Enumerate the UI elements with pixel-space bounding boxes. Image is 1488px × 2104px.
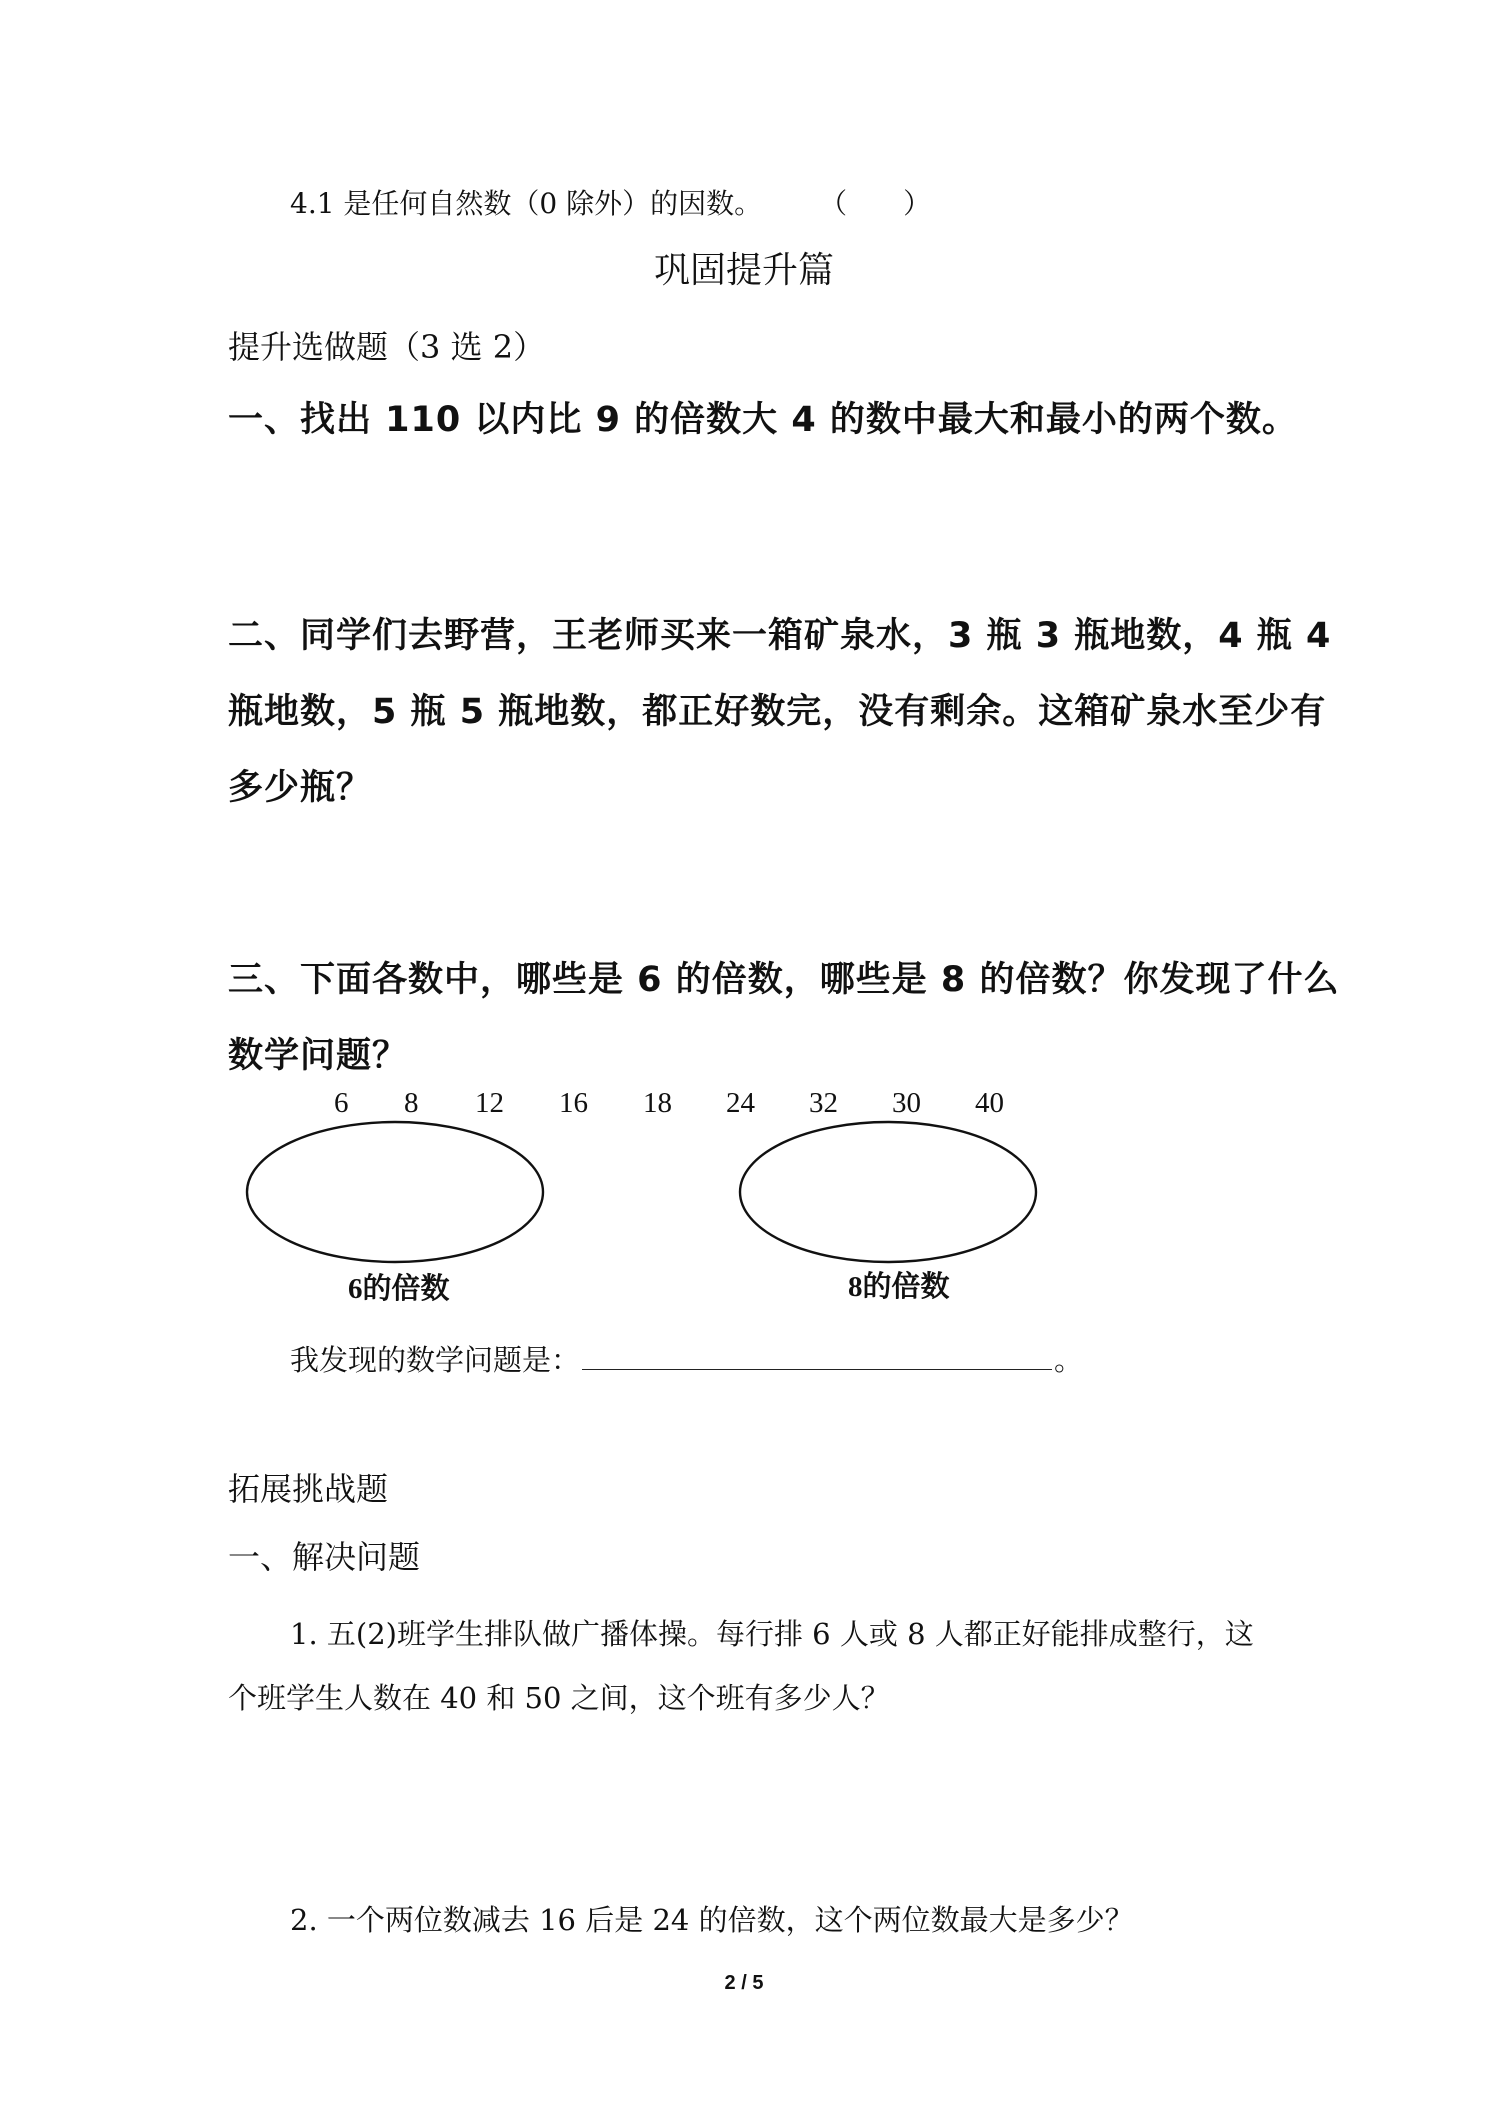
question-3-line-1: 三、下面各数中，哪些是 6 的倍数，哪些是 8 的倍数？你发现了什么 (228, 960, 1340, 1000)
number-item: 30 (892, 1087, 921, 1119)
discovery-prefix: 我发现的数学问题是： (290, 1343, 581, 1377)
question-1: 一、找出 110 以内比 9 的倍数大 4 的数中最大和最小的两个数。 (228, 400, 1298, 440)
number-item: 32 (809, 1087, 838, 1119)
item-4-text: 4.1 是任何自然数（0 除外）的因数。 (290, 187, 763, 220)
discovery-answer-blank[interactable] (582, 1343, 1052, 1370)
discovery-suffix: 。 (1054, 1343, 1084, 1377)
number-item: 24 (726, 1087, 755, 1119)
multiples-of-8-label: 8的倍数 (848, 1271, 950, 1303)
question-2-line-1: 二、同学们去野营，王老师买来一箱矿泉水，3 瓶 3 瓶地数，4 瓶 4 (228, 616, 1332, 656)
elective-heading: 提升选做题（3 选 2） (228, 328, 546, 366)
section-title: 巩固提升篇 (653, 250, 834, 291)
question-2-line-3: 多少瓶？ (228, 768, 373, 808)
number-item: 16 (559, 1087, 588, 1119)
multiples-of-6-oval (247, 1122, 543, 1262)
number-item: 12 (475, 1087, 504, 1119)
number-item: 40 (975, 1087, 1004, 1119)
problem-1-line-2: 个班学生人数在 40 和 50 之间，这个班有多少人？ (228, 1681, 890, 1715)
discovery-line (290, 1338, 1083, 1379)
page-number: 2 / 5 (724, 1972, 764, 1994)
problem-1-line-1: 1. 五(2)班学生排队做广播体操。每行排 6 人或 8 人都正好能排成整行，这 (290, 1617, 1254, 1651)
question-3-line-2: 数学问题？ (228, 1036, 409, 1076)
question-2-line-2: 瓶地数，5 瓶 5 瓶地数，都正好数完，没有剩余。这箱矿泉水至少有 (228, 692, 1327, 732)
number-item: 18 (643, 1087, 672, 1119)
challenge-subheading: 一、解决问题 (228, 1538, 421, 1576)
challenge-heading: 拓展挑战题 (228, 1470, 389, 1508)
answer-paren: （ ） (819, 187, 932, 220)
number-item: 8 (404, 1087, 419, 1119)
problem-2: 2. 一个两位数减去 16 后是 24 的倍数，这个两位数最大是多少？ (290, 1903, 1134, 1937)
number-item: 6 (334, 1087, 349, 1119)
multiples-of-6-label: 6的倍数 (348, 1273, 450, 1305)
multiples-of-8-oval (740, 1122, 1036, 1262)
